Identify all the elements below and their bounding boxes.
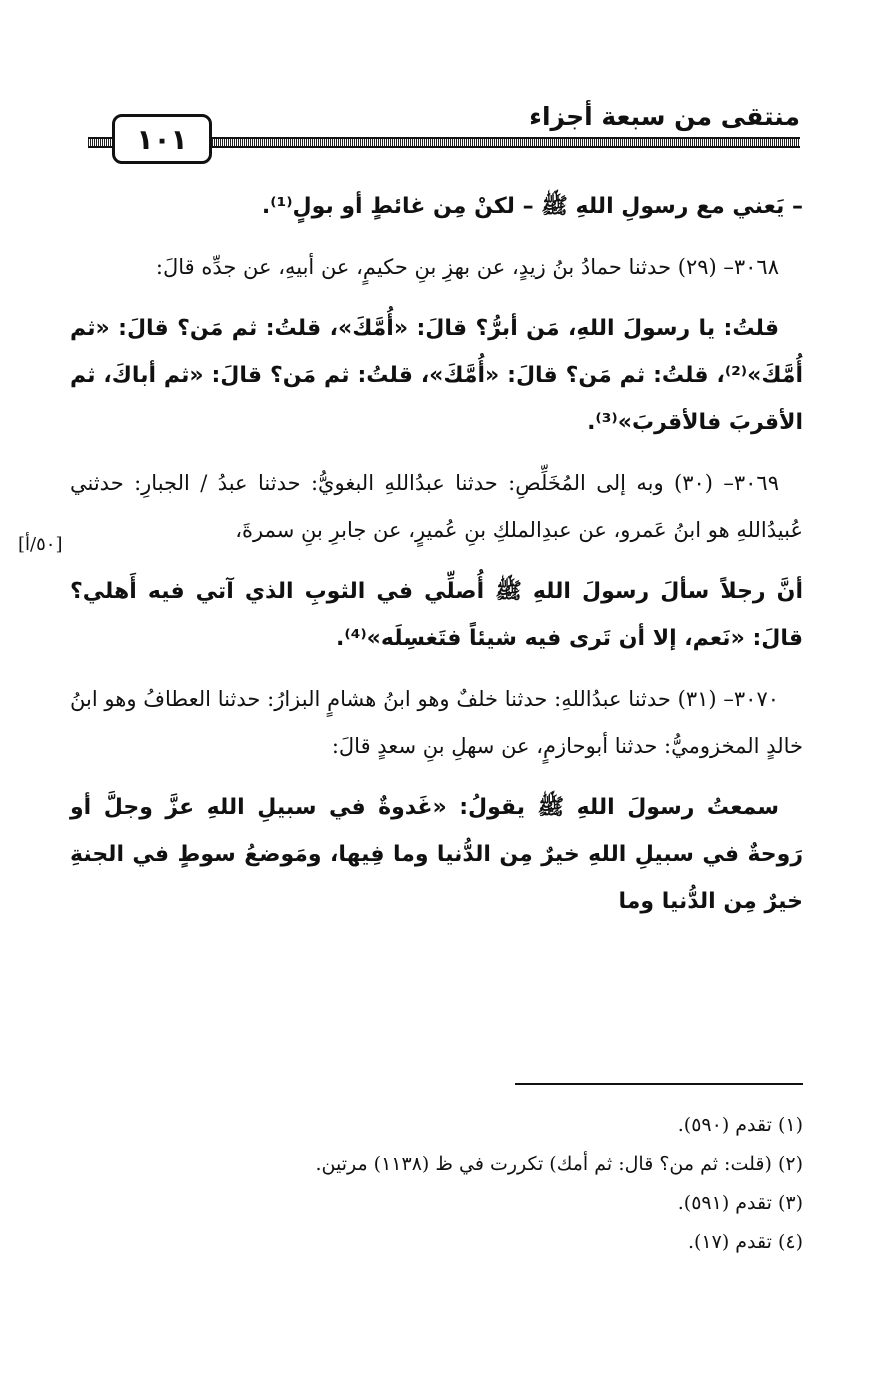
- footnote: (٢) (قلت: ثم من؟ قال: ثم أمك) تكررت في ظ (١١٣٨) مرتين.: [315, 1153, 803, 1175]
- hadith-chain: ٣٠٧٠– (٣١) حدثنا عبدُاللهِ: حدثنا خلفٌ وهو ابنُ هشامٍ البزارُ: حدثنا العطافُ وهو ابنُ خالدٍ المخزوميُّ: حدثنا أبوحازمٍ، عن سهلِ بنِ سعدٍ قالَ:: [70, 687, 803, 758]
- hadith-chain: ٣٠٦٨– (٢٩) حدثنا حمادُ بنُ زيدٍ، عن بهزِ بنِ حكيمٍ، عن أبيهِ، عن جدِّه قالَ:: [155, 255, 779, 279]
- footnote: (٤) تقدم (١٧).: [687, 1231, 803, 1253]
- paragraph: – يَعني مع رسولِ اللهِ ﷺ – لكنْ مِن غائطٍ أو بولٍ⁽¹⁾.: [261, 194, 803, 219]
- footnote: (٣) تقدم (٥٩١).: [677, 1192, 803, 1214]
- main-text: [70, 183, 803, 925]
- hadith-chain: ٣٠٦٩– (٣٠) وبه إلى المُخَلِّصِ: حدثنا عبدُاللهِ البغويُّ: حدثنا عبدُ / الجبارِ: حدثني عُبيدُاللهِ هو ابنُ عَمرو، عن عبدِالملكِ بنِ عُميرٍ، عن جابرِ بنِ سمرةَ،: [70, 471, 803, 542]
- footnote-separator: [515, 1083, 803, 1085]
- book-title: منتقى من سبعة أجزاء: [529, 102, 800, 131]
- footnotes: [70, 1106, 803, 1262]
- hadith-text: قلتُ: يا رسولَ اللهِ، مَن أبرُّ؟ قالَ: «أُمَّكَ»، قلتُ: ثم مَن؟ قالَ: «ثم أُمَّكَ»⁽²⁾، قلتُ: ثم مَن؟ قالَ: «أُمَّكَ»، قلتُ: ثم مَن؟ قالَ: «ثم أباكَ، ثم الأقربَ فالأقربَ»⁽³⁾.: [70, 316, 803, 435]
- hadith-text: أنَّ رجلاً سألَ رسولَ اللهِ ﷺ أُصلِّي في الثوبِ الذي آتي فيه أَهلي؟ قالَ: «نَعم، إلا أن تَرى فيه شيئاً فتَغسِلَه»⁽⁴⁾.: [70, 579, 803, 651]
- running-header: [88, 98, 800, 164]
- page-number: ١٠١: [112, 114, 212, 164]
- hadith-text: سمعتُ رسولَ اللهِ ﷺ يقولُ: «غَدوةٌ في سبيلِ اللهِ عزَّ وجلَّ أو رَوحةٌ في سبيلِ اللهِ خيرٌ مِن الدُّنيا وما فِيها، ومَوضعُ سوطٍ في الجنةِ خيرٌ مِن الدُّنيا وما: [70, 795, 803, 914]
- footnote: (١) تقدم (٥٩٠).: [677, 1114, 803, 1136]
- margin-folio-note: [٥٠/أ]: [18, 534, 63, 555]
